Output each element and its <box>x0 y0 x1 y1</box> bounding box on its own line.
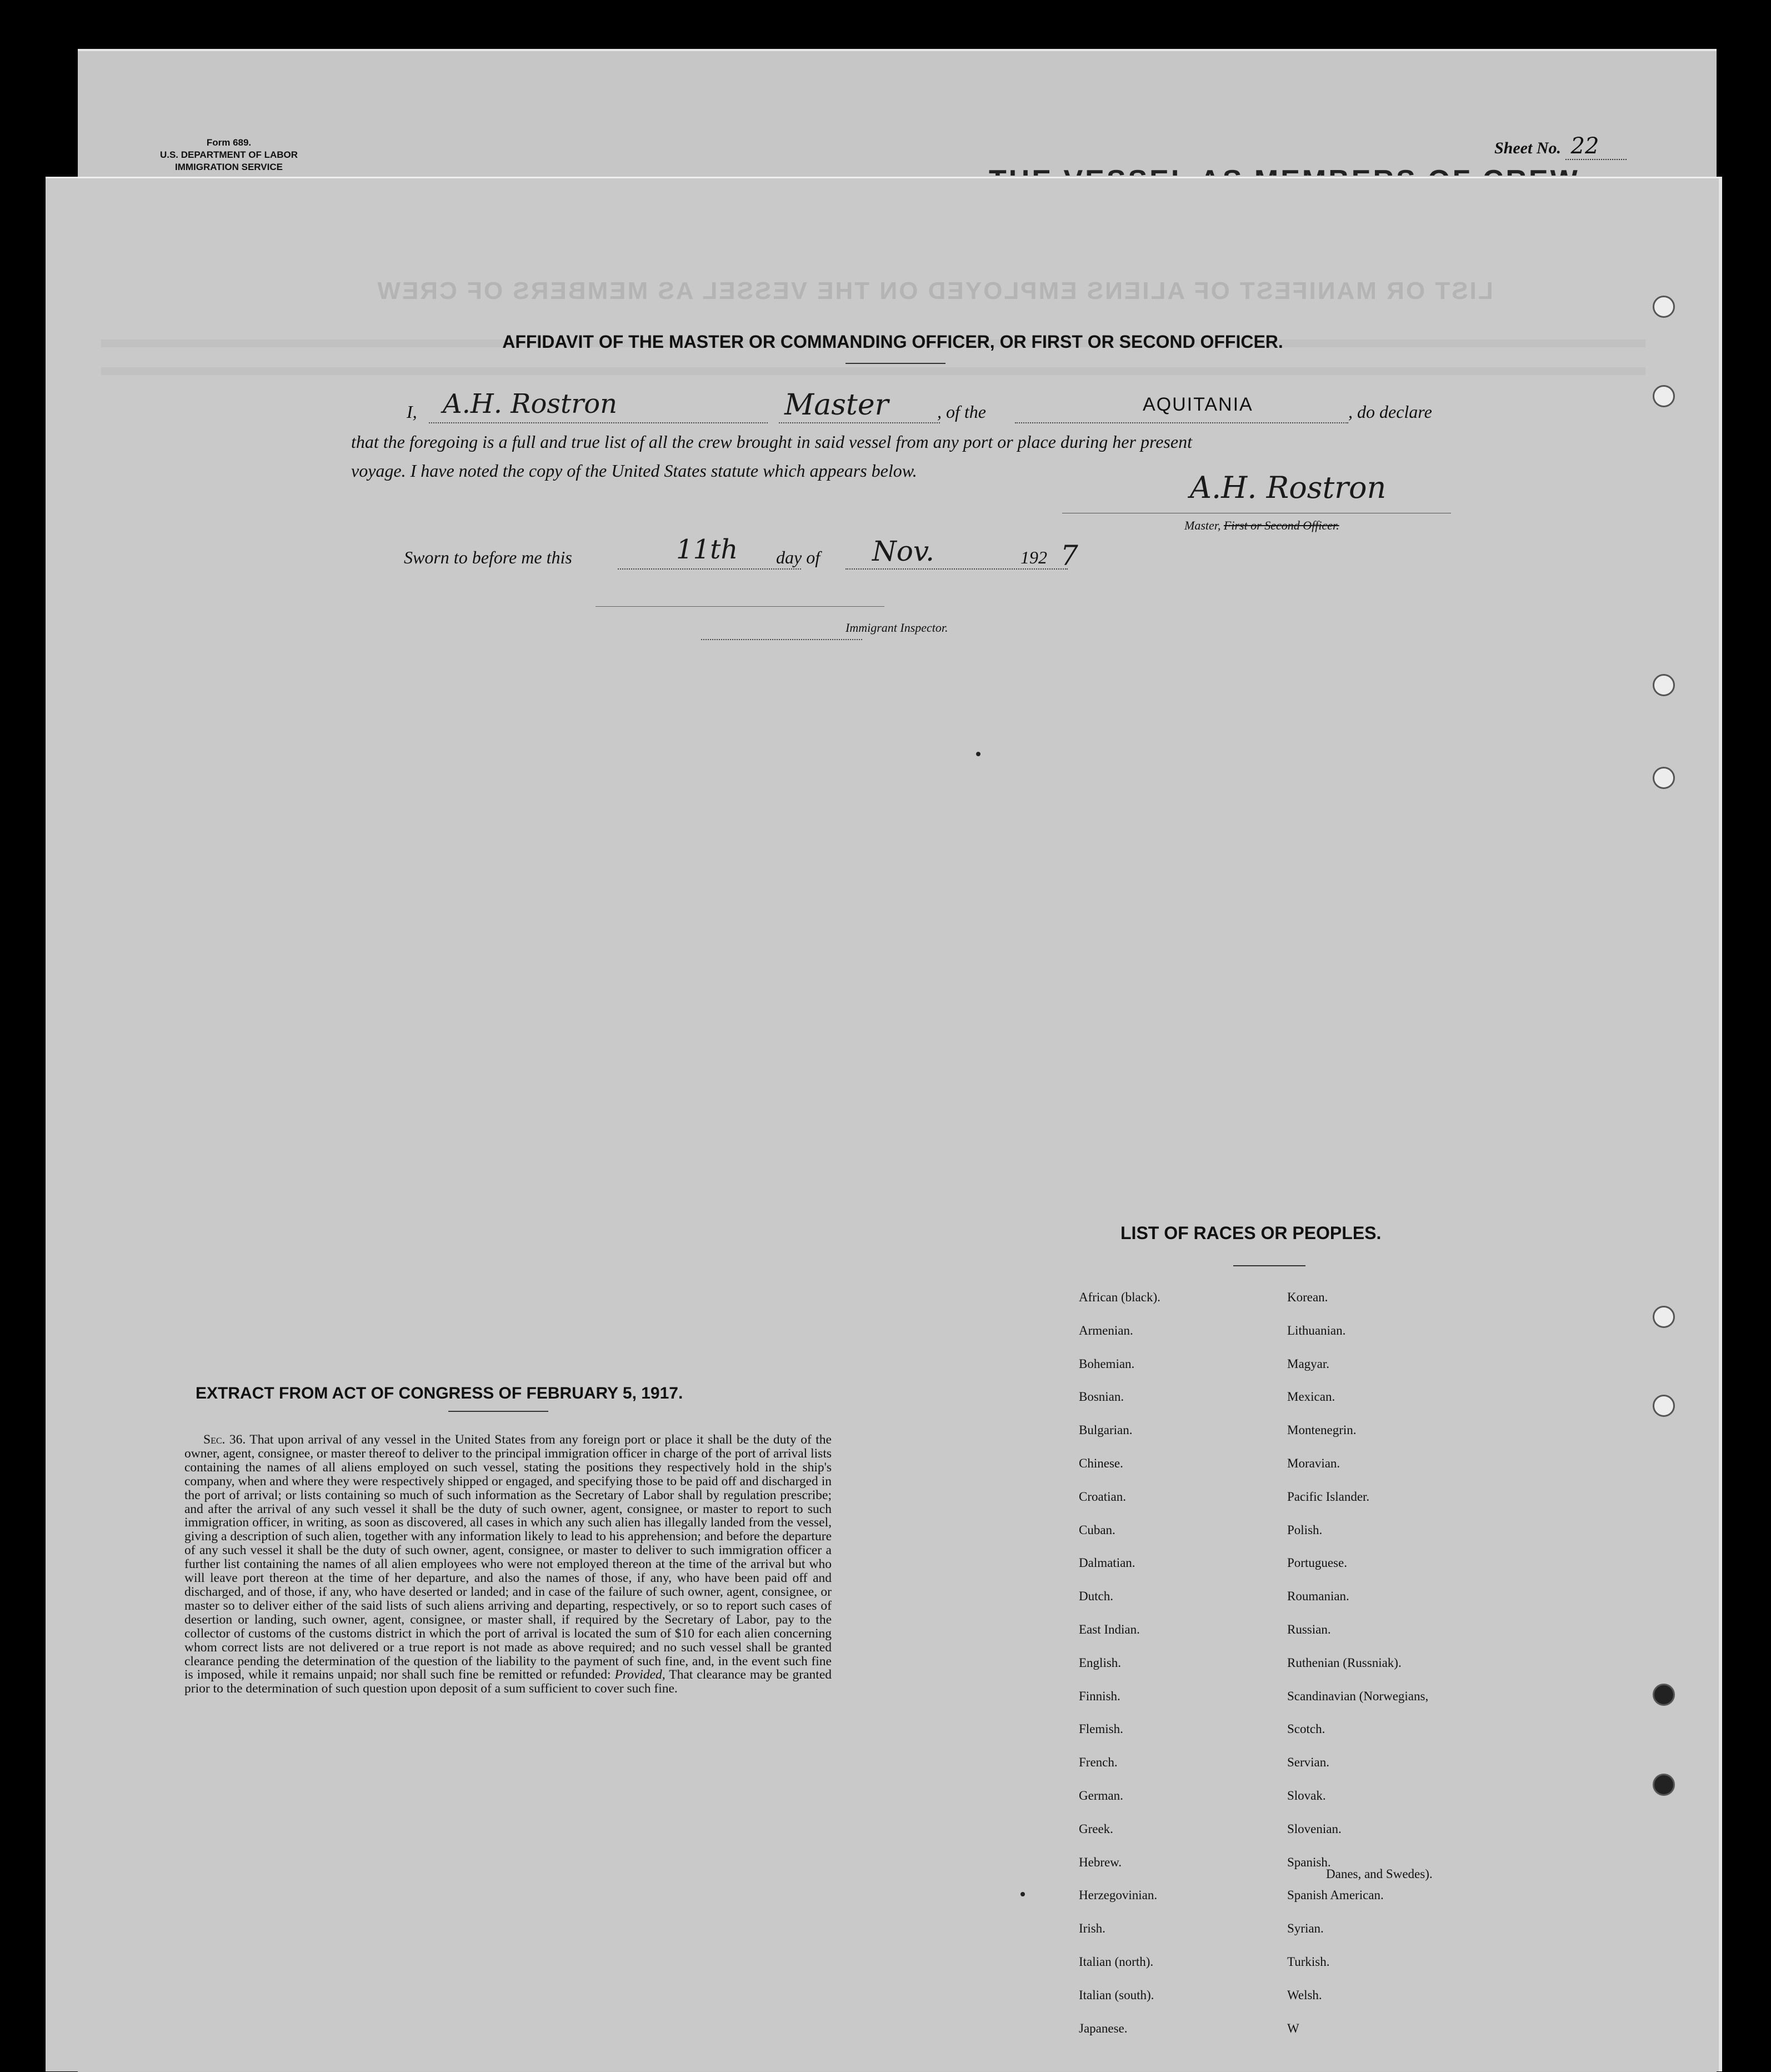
punch-hole <box>1653 767 1675 789</box>
affidavit-line-3: voyage. I have noted the copy of the United States statute which appears below. <box>351 461 917 481</box>
race-item: Portuguese. <box>1287 1556 1347 1570</box>
extract-title: EXTRACT FROM ACT OF CONGRESS OF FEBRUARY 5, 1917. <box>196 1384 683 1402</box>
punch-hole <box>1653 1306 1675 1328</box>
form-number: Form 689. <box>206 137 252 148</box>
extract-text-end: That clearance may be granted prior to the determination of such question upon deposit of a sum sufficient to cover such fine. <box>184 1667 832 1696</box>
race-item: East Indian. <box>1079 1622 1140 1636</box>
extract-rule <box>448 1411 548 1412</box>
inspector-signature-line <box>596 606 884 607</box>
race-item: Chinese. <box>1079 1456 1123 1470</box>
day-handwritten: 11th <box>676 534 738 565</box>
section-label: Sec. 36. <box>203 1432 246 1447</box>
inspector-caption: Immigrant Inspector. <box>846 621 948 635</box>
race-item: Turkish. <box>1287 1955 1330 1969</box>
race-item: Dalmatian. <box>1079 1556 1135 1570</box>
race-item: Korean. <box>1287 1290 1328 1304</box>
form-header <box>146 137 312 173</box>
extract-body <box>184 1433 832 1696</box>
race-item: Irish. <box>1079 1921 1105 1936</box>
race-item: Cuban. <box>1079 1522 1115 1537</box>
race-item: Magyar. <box>1287 1356 1330 1371</box>
race-item: Flemish. <box>1079 1722 1123 1736</box>
race-item: Greek. <box>1079 1821 1113 1836</box>
punch-hole <box>1653 385 1675 407</box>
i-label: I, <box>407 402 417 422</box>
race-item: French. <box>1079 1755 1118 1770</box>
punch-hole <box>1653 1684 1675 1706</box>
race-item: Finnish. <box>1079 1689 1120 1703</box>
race-item: Spanish American. <box>1287 1888 1384 1903</box>
affidavit-title: AFFIDAVIT OF THE MASTER OR COMMANDING OFFICER, OR FIRST OR SECOND OFFICER. <box>502 332 1283 352</box>
rank-handwritten: Master <box>784 388 889 422</box>
race-item: Bohemian. <box>1079 1356 1135 1371</box>
race-item: Herzegovinian. <box>1079 1888 1158 1903</box>
race-item: Russian. <box>1287 1622 1331 1636</box>
affidavit-line-2: that the foregoing is a full and true list of all the crew brought in said vessel from any port or place during her present <box>351 432 1192 452</box>
race-item: Hebrew. <box>1079 1855 1122 1869</box>
punch-hole <box>1653 296 1675 318</box>
year-handwritten: 7 <box>1060 540 1078 572</box>
title-rule <box>846 363 945 364</box>
ink-speck <box>976 752 980 756</box>
vessel-name: AQUITANIA <box>1143 394 1253 415</box>
race-item: Montenegrin. <box>1287 1423 1357 1437</box>
race-item: German. <box>1079 1789 1123 1803</box>
race-item: Welsh. <box>1287 1988 1322 2002</box>
race-item: Spanish. <box>1287 1855 1331 1869</box>
race-item: Servian. <box>1287 1755 1330 1770</box>
punch-hole <box>1653 1395 1675 1417</box>
race-item: English. <box>1079 1655 1122 1670</box>
race-item: Scotch. <box>1287 1722 1325 1736</box>
race-item: Armenian. <box>1079 1323 1133 1337</box>
extract-text: That upon arrival of any vessel in the United States from any foreign port or place it shall be the duty of the owner, agent, consignee, or master thereof to deliver to the principal immigration officer in charge of the port of arrival lists containing the names of all aliens employed on such vessel, stating the positions they respectively hold in the ship's company, when and where they were respectively shipped or engaged, and specifying those to be paid off and discharged in the port of arrival; or lists containing so much of such information as the Secretary of Labor shall by regulation prescribe; and after the arrival of any such vessel it shall be the duty of such owner, agent, consignee, or master to report to such immigration officer, in writing, as soon as discovered, all cases in which any such alien has illegally landed from the vessel, giving a description of such alien, together with any information likely to lead to his apprehension; and before the departure of any such vessel it shall be the duty of such owner, agent, consignee, or master to deliver to such immigration officer a further list containing the names of all alien employees who were not employed thereon at the time of the arrival but who will leave port thereon at the time of her departure, and also the names of those, if any, who have been paid off and discharged, and of those, if any, who have deserted or landed; and in case of the failure of such owner, agent, consignee, or master so to deliver either of the said lists of such aliens arriving and departing, respectively, or so to report such cases of desertion or landing, such owner, agent, consignee, or master shall, if required by the Secretary of Labor, pay to the collector of customs of the customs district in which the port of arrival is located the sum of $10 for each alien concerning whom correct lists are not delivered or a true report is not made as above required; and no such vessel shall be granted clearance pending the determination of the question of the liability to the payment of such fine, and, in the event such fine is imposed, while it remains unpaid; nor shall such fine be remitted or refunded: <box>184 1432 832 1682</box>
front-sheet <box>46 177 1722 2071</box>
races-title: LIST OF RACES OR PEOPLES. <box>1120 1223 1382 1243</box>
races-rule <box>1233 1265 1305 1266</box>
race-item: Slovenian. <box>1287 1821 1342 1836</box>
race-item: W <box>1287 2021 1299 2035</box>
race-item: Roumanian. <box>1287 1589 1349 1604</box>
race-item: Scandinavian (Norwegians, <box>1287 1689 1429 1703</box>
signer-caption <box>1184 518 1339 533</box>
punch-hole <box>1653 674 1675 696</box>
master-signature: A.H. Rostron <box>1190 470 1387 505</box>
inspector-line <box>701 638 862 640</box>
race-item: Italian (north). <box>1079 1955 1154 1969</box>
race-item: Polish. <box>1287 1522 1323 1537</box>
race-item: Japanese. <box>1079 2021 1128 2035</box>
department-name: U.S. DEPARTMENT OF LABOR <box>159 149 298 160</box>
race-item: Syrian. <box>1287 1921 1324 1936</box>
race-item: Moravian. <box>1287 1456 1340 1470</box>
race-item: Pacific Islander. <box>1287 1489 1370 1504</box>
race-item: Slovak. <box>1287 1789 1326 1803</box>
race-item: Bulgarian. <box>1079 1423 1133 1437</box>
bleed-through-line <box>101 367 1645 375</box>
service-name: IMMIGRATION SERVICE <box>175 162 283 172</box>
year-printed: 192 <box>1020 547 1047 567</box>
signer-caption-master: Master, <box>1184 518 1224 532</box>
month-handwritten: Nov. <box>872 535 935 567</box>
of-the-label: , of the <box>937 402 986 422</box>
signer-caption-struck: First or Second Officer. <box>1223 518 1339 532</box>
race-item: Mexican. <box>1287 1390 1335 1404</box>
sheet-number-value: 22 <box>1565 133 1627 160</box>
name-line <box>429 421 768 423</box>
ink-speck <box>1020 1892 1025 1896</box>
day-line <box>618 567 801 570</box>
race-item-continuation: Danes, and Swedes). <box>1326 1867 1433 1881</box>
sworn-label: Sworn to before me this <box>404 547 572 567</box>
race-item: African (black). <box>1079 1290 1160 1304</box>
vessel-line <box>1015 421 1348 423</box>
race-item: Bosnian. <box>1079 1390 1124 1404</box>
race-item: Dutch. <box>1079 1589 1113 1604</box>
do-declare-label: , do declare <box>1348 402 1432 422</box>
provided-label: Provided, <box>614 1667 666 1682</box>
master-name-handwritten: A.H. Rostron <box>443 388 618 420</box>
race-item: Ruthenian (Russniak). <box>1287 1655 1402 1670</box>
race-item: Croatian. <box>1079 1489 1126 1504</box>
punch-hole <box>1653 1774 1675 1796</box>
bleed-through-title: LIST OR MANIFEST OF ALIENS EMPLOYED ON THE VESSEL AS MEMBERS OF CREW <box>376 277 1493 304</box>
sheet-number-label: Sheet No. <box>1494 139 1561 157</box>
sheet-number <box>1494 133 1627 160</box>
race-item: Lithuanian. <box>1287 1323 1346 1337</box>
race-item: Italian (south). <box>1079 1988 1154 2002</box>
day-of-label: day of <box>776 547 821 567</box>
